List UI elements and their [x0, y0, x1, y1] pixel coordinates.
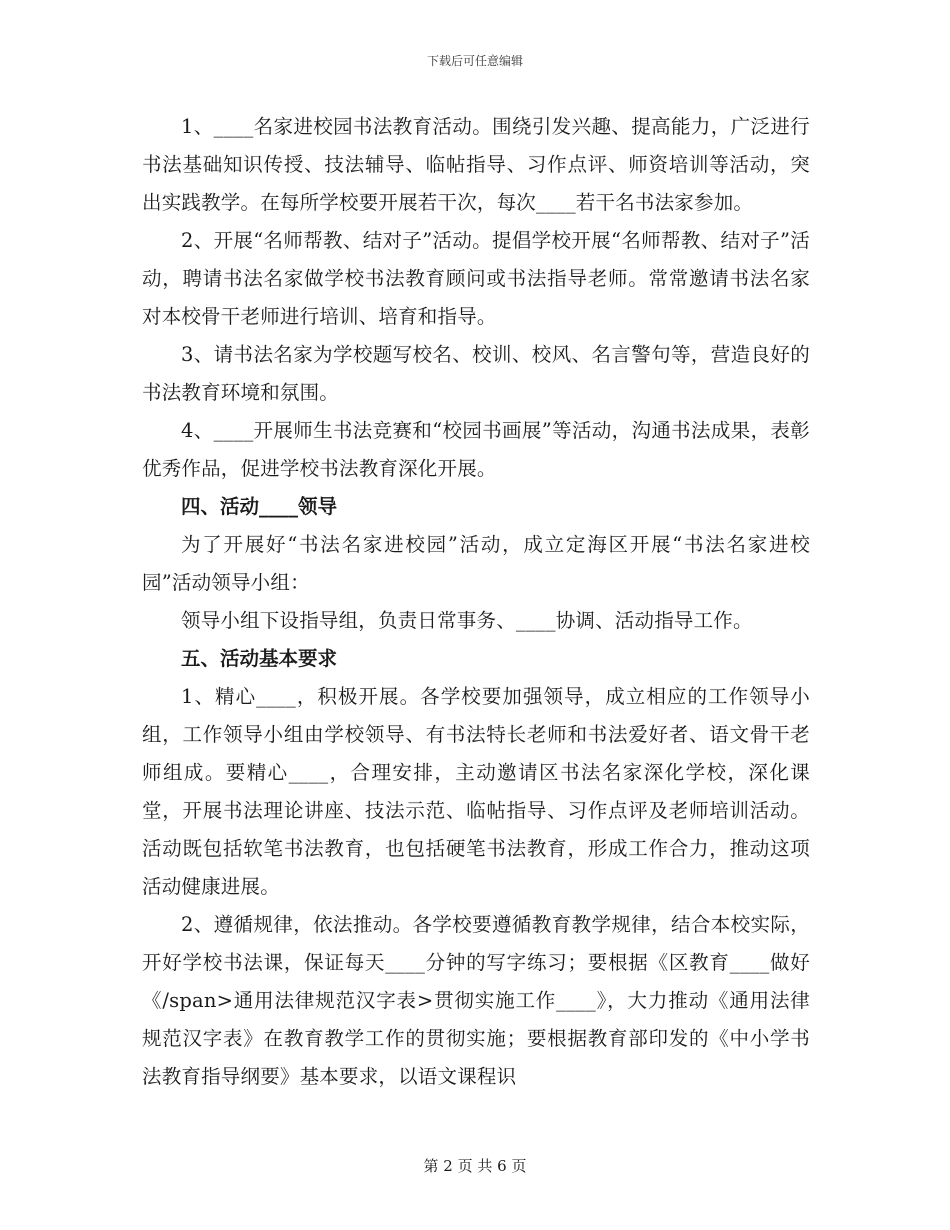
paragraph-requirement-2: 2、遵循规律，依法推动。各学校要遵循教育教学规律，结合本校实际，开好学校书法课，保证每天____分钟的写字练习；要根据《区教育____做好《/span>通用法律规范汉字表>贯彻实施工作____》，大力推动《通用法律规范汉字表》在教育教学工作的贯彻实施；要根据教育部印发的《中小学书法教育指导纲要》基本要求，以语文课程识 [142, 913, 810, 1088]
page-header-note: 下载后可任意编辑 [426, 54, 523, 68]
paragraph-leadership-group: 领导小组下设指导组，负责日常事务、____协调、活动指导工作。 [181, 609, 753, 632]
section-heading-leadership: 四、活动____领导 [181, 495, 338, 518]
paragraph-activity-2: 2、开展“名师帮教、结对子”活动。提倡学校开展“名师帮教、结对子”活动，聘请书法名家做学校书法教育顾问或书法指导老师。常常邀请书法名家对本校骨干老师进行培训、培育和指导。 [142, 229, 810, 328]
paragraph-requirement-1: 1、精心____，积极开展。各学校要加强领导，成立相应的工作领导小组，工作领导小组由学校领导、有书法特长老师和书法爱好者、语文骨干老师组成。要精心____，合理安排，主动邀请区书法名家深化学校，深化课堂，开展书法理论讲座、技法示范、临帖指导、习作点评及老师培训活动。活动既包括软笔书法教育，也包括硬笔书法教育，形成工作合力，推动这项活动健康进展。 [142, 685, 810, 898]
paragraph-leadership-intro: 为了开展好“书法名家进校园”活动，成立定海区开展“书法名家进校园”活动领导小组： [142, 533, 810, 594]
paragraph-activity-3: 3、请书法名家为学校题写校名、校训、校风、名言警句等，营造良好的书法教育环境和氛围。 [142, 343, 810, 404]
paragraph-activity-1: 1、____名家进校园书法教育活动。围绕引发兴趣、提高能力，广泛进行书法基础知识传授、技法辅导、临帖指导、习作点评、师资培训等活动，突出实践教学。在每所学校要开展若干次，每次____若干名书法家参加。 [142, 115, 810, 214]
page-number: 第 2 页 共 6 页 [423, 1157, 527, 1175]
document-body [142, 108, 810, 1096]
section-heading-requirements: 五、活动基本要求 [181, 647, 338, 670]
paragraph-activity-4: 4、____开展师生书法竞赛和“校园书画展”等活动，沟通书法成果，表彰优秀作品，促进学校书法教育深化开展。 [142, 419, 810, 480]
